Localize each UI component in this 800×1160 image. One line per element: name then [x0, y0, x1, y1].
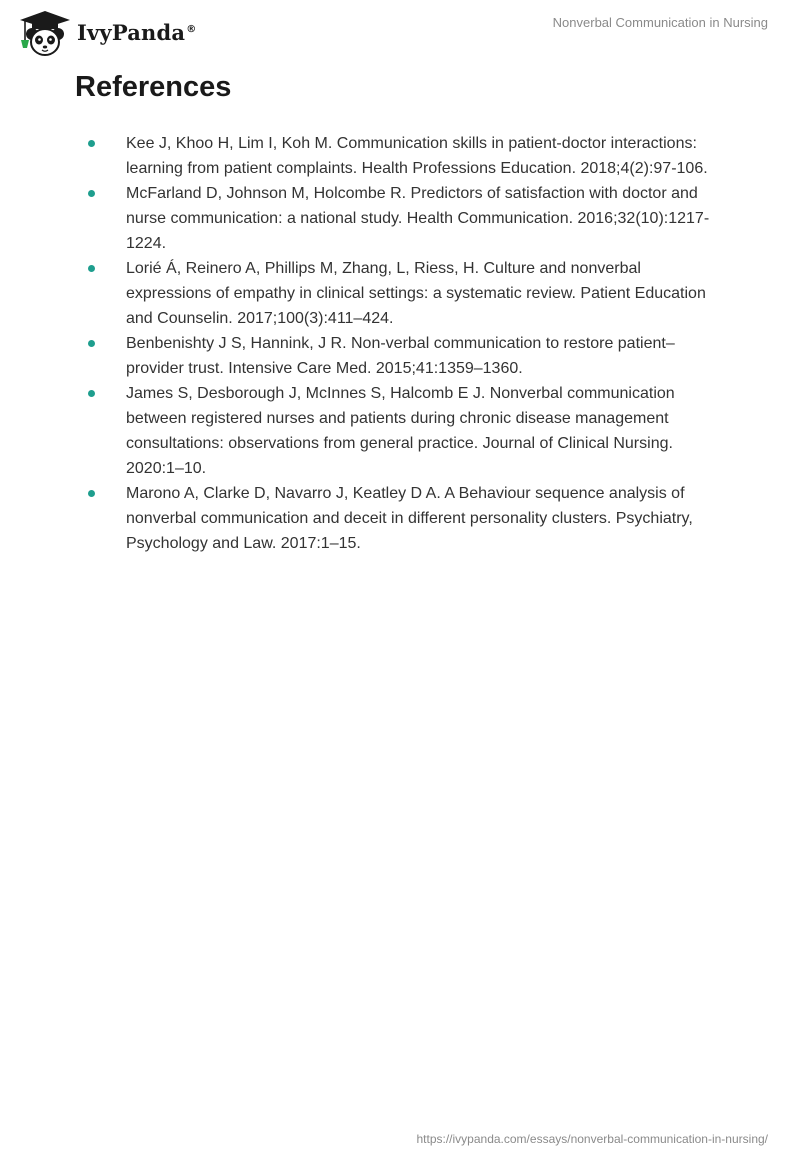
bullet-icon [88, 140, 95, 147]
logo-text: IvyPanda [77, 19, 186, 45]
panda-logo-icon [15, 8, 75, 58]
reference-text: Benbenishty J S, Hannink, J R. Non-verbal communication to restore patient–provider trust. Intensive Care Med. 2015;41:1359–1360. [126, 335, 675, 377]
reference-text: James S, Desborough J, McInnes S, Halcomb E J. Nonverbal communication between registered nurses and patients during chronic disease management consultations: observations from general practice. Journal of Clinical Nursing. 2020:1–10. [126, 385, 675, 477]
reference-text: Lorié Á, Reinero A, Phillips M, Zhang, L, Riess, H. Culture and nonverbal expressions of empathy in clinical settings: a systematic review. Patient Education and Counselin. 2017;100(3):411–424. [126, 260, 706, 327]
reference-item [86, 256, 726, 331]
bullet-icon [88, 265, 95, 272]
bullet-icon [88, 190, 95, 197]
page-title: References [75, 71, 232, 103]
source-url-link[interactable]: https://ivypanda.com/essays/nonverbal-communication-in-nursing/ [416, 1132, 768, 1146]
reference-list [86, 131, 726, 556]
reference-item [86, 331, 726, 381]
reference-item [86, 381, 726, 481]
bullet-icon [88, 340, 95, 347]
reference-text: McFarland D, Johnson M, Holcombe R. Predictors of satisfaction with doctor and nurse communication: a national study. Health Communication. 2016;32(10):1217-1224. [126, 185, 710, 252]
ivypanda-logo[interactable] [15, 8, 196, 58]
reference-text: Kee J, Khoo H, Lim I, Koh M. Communication skills in patient-doctor interactions: learning from patient complaints. Health Professions Education. 2018;4(2):97-106. [126, 135, 708, 177]
running-header-title: Nonverbal Communication in Nursing [552, 15, 768, 30]
registered-mark: ® [186, 23, 197, 35]
bullet-icon [88, 490, 95, 497]
reference-item [86, 181, 726, 256]
bullet-icon [88, 390, 95, 397]
logo-wordmark [77, 20, 196, 45]
reference-item [86, 481, 726, 556]
reference-text: Marono A, Clarke D, Navarro J, Keatley D A. A Behaviour sequence analysis of nonverbal communication and deceit in different personality clusters. Psychiatry, Psychology and Law. 2017:1–15. [126, 485, 693, 552]
reference-item [86, 131, 726, 181]
